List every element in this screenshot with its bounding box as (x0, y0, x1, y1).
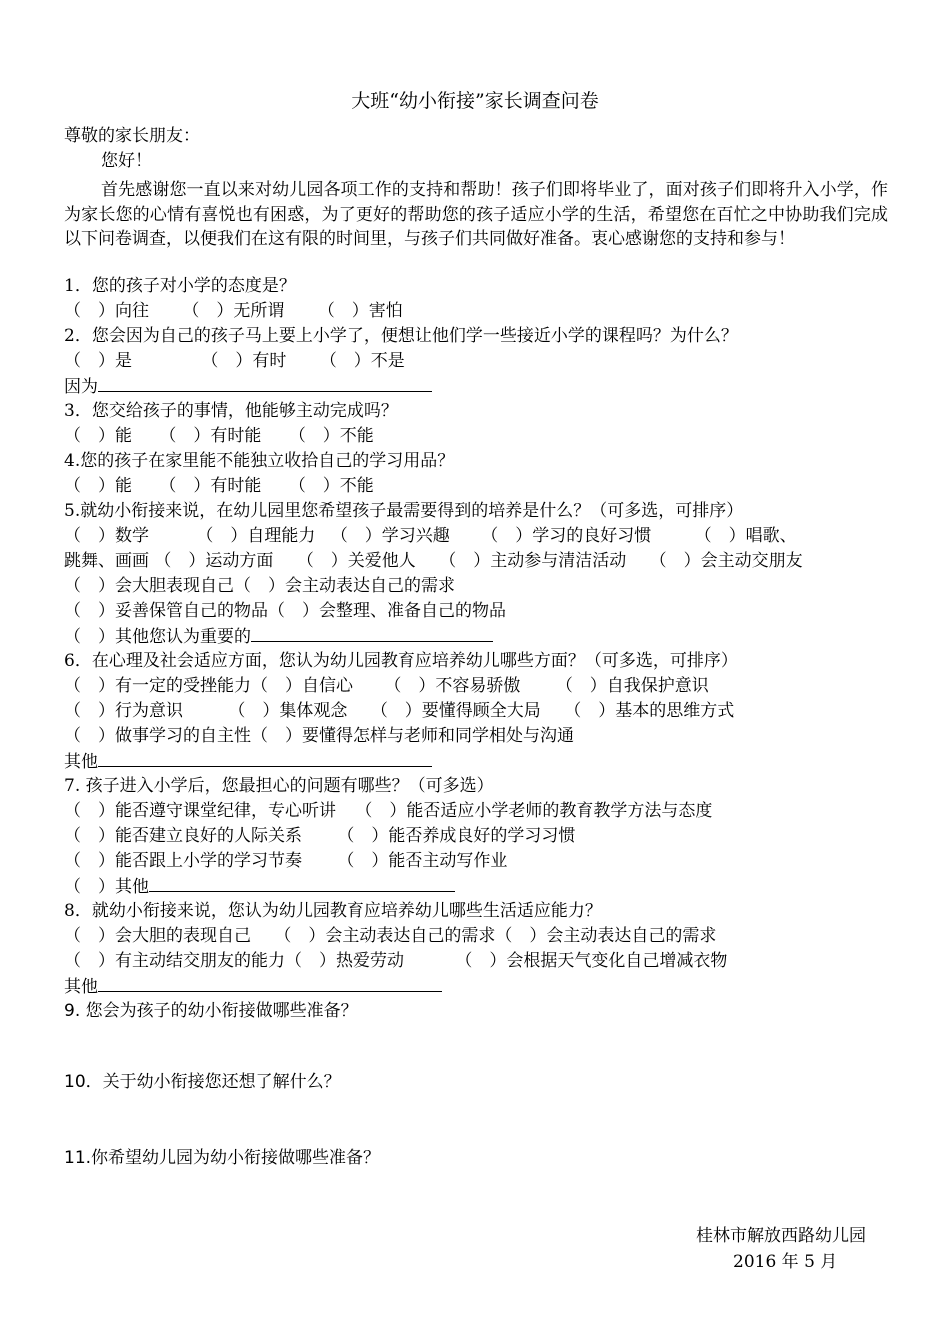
q6-row-1 (64, 674, 709, 699)
q6-other-label: 其他 (64, 752, 98, 772)
q11-text: 你希望幼儿园为幼小衔接做哪些准备？ (91, 1148, 381, 1168)
q11-number: 11. (64, 1148, 92, 1168)
q8-row-1 (64, 924, 716, 949)
q5-option[interactable]: （ ）主动参与清洁活动 (439, 551, 627, 571)
q5-other-blank[interactable] (251, 624, 493, 642)
q6-row-3 (64, 724, 574, 749)
q5-option[interactable]: （ ）妥善保管自己的物品 (64, 601, 268, 621)
q4-option-3[interactable]: （ ）不能 (288, 476, 374, 496)
q2-reason (64, 374, 432, 399)
q7-option[interactable]: （ ）能否建立良好的人际关系 (64, 826, 302, 846)
q8-other-blank[interactable] (98, 974, 442, 992)
q7-row-1 (64, 799, 712, 824)
q5-option[interactable]: （ ）会主动交朋友 (649, 551, 803, 571)
hello-line: 您好！ (101, 151, 152, 171)
q8-question: 8．就幼小衔接来说，您认为幼儿园教育应培养幼儿哪些生活适应能力？ (64, 901, 602, 921)
q8-other (64, 974, 442, 999)
q2-option-1[interactable]: （ ）是 (64, 351, 132, 371)
q8-option[interactable]: （ ）会根据天气变化自己增减衣物 (455, 951, 728, 971)
footer-organization: 桂林市解放西路幼儿园 (696, 1226, 866, 1246)
q11-question (64, 1146, 380, 1171)
q9-number: 9. (64, 1001, 81, 1021)
q5-option[interactable]: （ ）会整理、准备自己的物品 (268, 601, 506, 621)
q5-option[interactable]: （ ）唱歌、 (694, 526, 797, 546)
q2-option-3[interactable]: （ ）不是 (319, 351, 405, 371)
page-title: 大班“幼小衔接”家长调查问卷 (351, 90, 599, 112)
q1-option-2[interactable]: （ ）无所谓 (182, 301, 285, 321)
q8-other-label: 其他 (64, 977, 98, 997)
q2-option-2[interactable]: （ ）有时 (201, 351, 287, 371)
q5-row-1 (64, 524, 797, 549)
q5-option[interactable]: （ ）关爱他人 (296, 551, 416, 571)
q6-option[interactable]: （ ）做事学习的自主性 (64, 726, 251, 746)
q7-row-2 (64, 824, 575, 849)
q6-option[interactable]: （ ）集体观念 (228, 701, 348, 721)
q9-text: 您会为孩子的幼小衔接做哪些准备？ (85, 1001, 358, 1021)
q6-question: 6．在心理及社会适应方面，您认为幼儿园教育应培养幼儿哪些方面？（可多选，可排序） (64, 651, 738, 671)
q5-option: 跳舞、画画 (64, 551, 149, 571)
q4-options (64, 474, 374, 499)
q2-reason-blank[interactable] (98, 374, 432, 392)
q6-option[interactable]: （ ）行为意识 (64, 701, 183, 721)
q5-question: 5.就幼小衔接来说，在幼儿园里您希望孩子最需要得到的培养是什么？（可多选，可排序） (64, 501, 744, 521)
q5-row-2 (64, 549, 803, 574)
q7-option[interactable]: （ ）能否跟上小学的学习节奏 (64, 851, 302, 871)
q7-other-label: （ ）其他 (64, 877, 149, 897)
q2-options (64, 349, 405, 374)
q1-options (64, 299, 403, 324)
q4-question: 4.您的孩子在家里能不能独立收拾自己的学习用品？ (64, 451, 455, 471)
q2-reason-label: 因为 (64, 377, 98, 397)
footer-date: 2016 年 5 月 (733, 1252, 838, 1272)
q7-row-3 (64, 849, 507, 874)
greeting: 尊敬的家长朋友： (64, 126, 200, 146)
q5-other (64, 624, 493, 649)
q3-option-1[interactable]: （ ）能 (64, 426, 132, 446)
q5-option[interactable]: （ ）运动方面 (154, 551, 274, 571)
q1-question: 1．您的孩子对小学的态度是？ (64, 276, 296, 296)
q8-option[interactable]: （ ）会主动表达自己的需求 (274, 926, 496, 946)
q7-option[interactable]: （ ）能否遵守课堂纪律，专心听讲 (64, 801, 336, 821)
q5-option[interactable]: （ ）自理能力 (196, 526, 316, 546)
q2-question: 2．您会因为自己的孩子马上要上小学了，便想让他们学一些接近小学的课程吗？为什么？ (64, 326, 738, 346)
q10-text: 关于幼小衔接您还想了解什么？ (102, 1072, 341, 1092)
q8-row-2 (64, 949, 727, 974)
q5-option[interactable]: （ ）学习的良好习惯 (481, 526, 652, 546)
q6-option[interactable]: （ ）自我保护意识 (555, 676, 709, 696)
q8-option[interactable]: （ ）热爱劳动 (285, 951, 404, 971)
q6-option[interactable]: （ ）基本的思维方式 (564, 701, 735, 721)
q5-row-4 (64, 599, 506, 624)
q6-option[interactable]: （ ）有一定的受挫能力 (64, 676, 251, 696)
q6-option[interactable]: （ ）自信心 (251, 676, 353, 696)
q10-question (64, 1070, 341, 1095)
q3-question: 3．您交给孩子的事情，他能够主动完成吗？ (64, 401, 398, 421)
q7-other (64, 874, 455, 899)
q6-other (64, 749, 432, 774)
q7-other-blank[interactable] (149, 874, 455, 892)
q5-option[interactable]: （ ）会大胆表现自己 (64, 576, 234, 596)
q8-option[interactable]: （ ）有主动结交朋友的能力 (64, 951, 285, 971)
q6-other-blank[interactable] (98, 749, 432, 767)
q5-row-3 (64, 574, 455, 599)
q3-options (64, 424, 374, 449)
q6-option[interactable]: （ ）要懂得怎样与老师和同学相处与沟通 (251, 726, 574, 746)
q3-option-2[interactable]: （ ）有时能 (159, 426, 262, 446)
q7-option[interactable]: （ ）能否适应小学老师的教育教学方法与态度 (355, 801, 713, 821)
q5-other-label: （ ）其他您认为重要的 (64, 627, 251, 647)
q9-question (64, 999, 358, 1024)
q7-option[interactable]: （ ）能否主动写作业 (337, 851, 508, 871)
q1-option-1[interactable]: （ ）向往 (64, 301, 149, 321)
q7-option[interactable]: （ ）能否养成良好的学习习惯 (337, 826, 576, 846)
q8-option[interactable]: （ ）会大胆的表现自己 (64, 926, 251, 946)
q5-option[interactable]: （ ）会主动表达自己的需求 (234, 576, 455, 596)
q1-option-3[interactable]: （ ）害怕 (317, 301, 403, 321)
q5-option[interactable]: （ ）数学 (64, 526, 149, 546)
q7-question: 7. 孩子进入小学后，您最担心的问题有哪些？（可多选） (64, 776, 494, 796)
q6-option[interactable]: （ ）不容易骄傲 (384, 676, 521, 696)
q4-option-2[interactable]: （ ）有时能 (159, 476, 262, 496)
q10-number: 10． (64, 1072, 103, 1092)
q4-option-1[interactable]: （ ）能 (64, 476, 132, 496)
q5-option[interactable]: （ ）学习兴趣 (330, 526, 450, 546)
q8-option[interactable]: （ ）会主动表达自己的需求 (495, 926, 717, 946)
q6-option[interactable]: （ ）要懂得顾全大局 (370, 701, 541, 721)
q6-row-2 (64, 699, 734, 724)
q3-option-3[interactable]: （ ）不能 (288, 426, 374, 446)
intro-paragraph: 首先感谢您一直以来对幼儿园各项工作的支持和帮助！孩子们即将毕业了，面对孩子们即将升入小学，作为家长您的心情有喜悦也有困惑，为了更好的帮助您的孩子适应小学的生活，希望您在百忙之中协助我们完成以下问卷调查，以便我们在这有限的时间里，与孩子们共同做好准备。衷心感谢您的支持和参与！ (64, 180, 888, 249)
